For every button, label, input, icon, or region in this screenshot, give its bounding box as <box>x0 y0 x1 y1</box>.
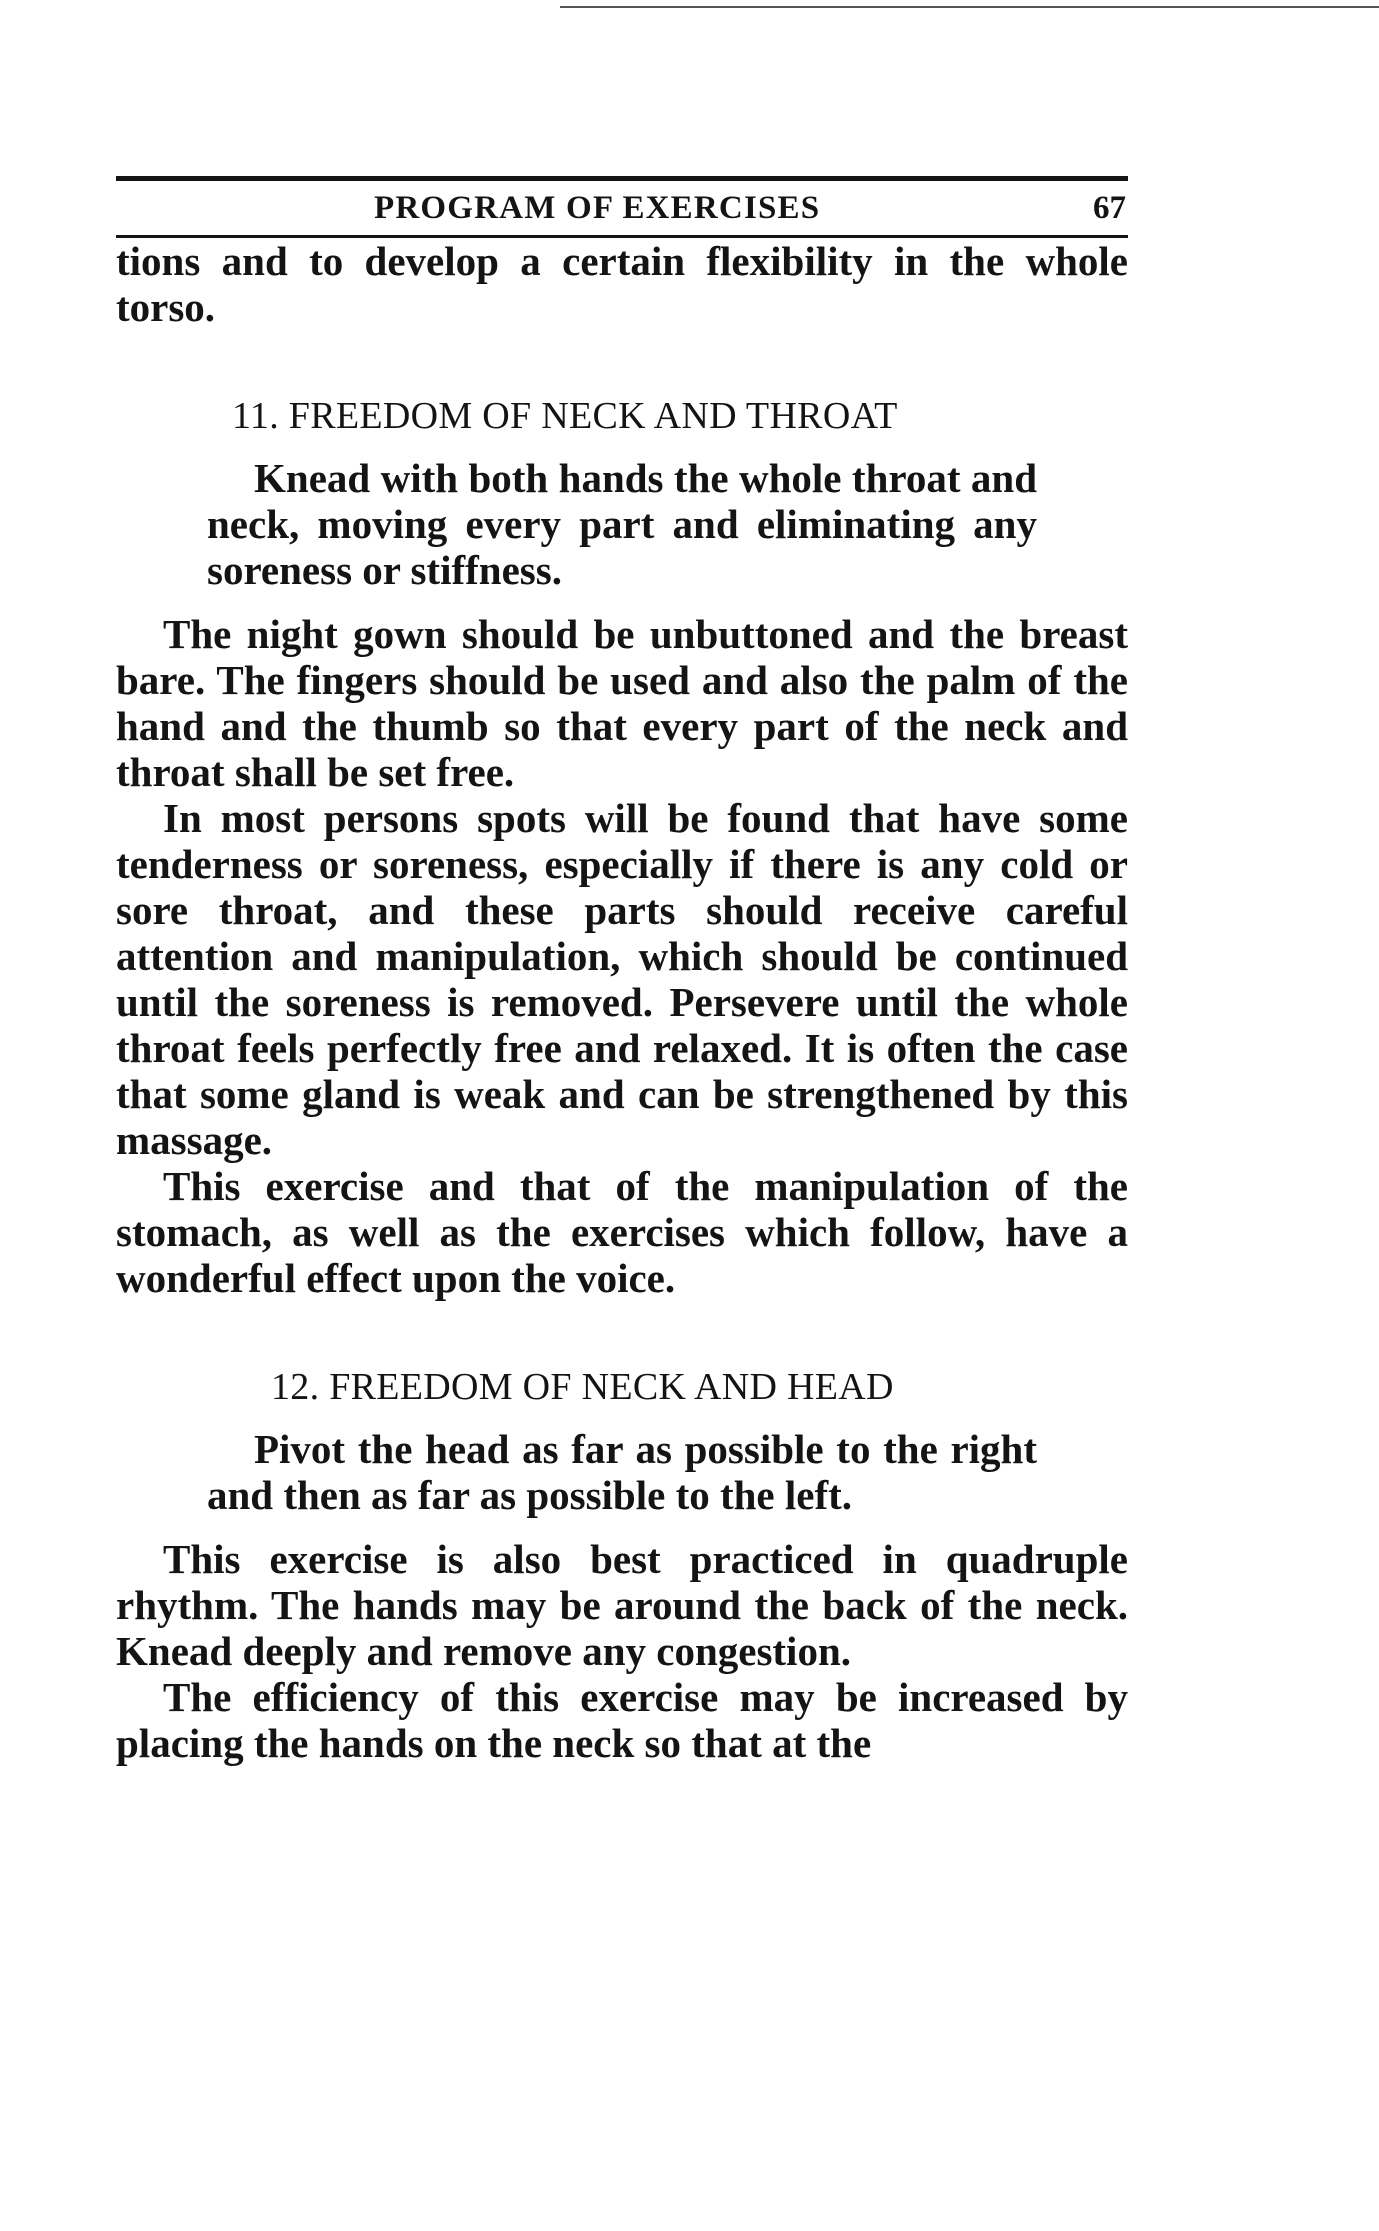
section-11-heading: 11. FREEDOM OF NECK AND THROAT <box>232 395 898 437</box>
running-head: PROGRAM OF EXERCISES <box>374 190 821 226</box>
section-11-instruction: Knead with both hands the whole throat and neck, moving every part and eliminating any soreness or stiffness. <box>207 455 1037 593</box>
top-edge-rule <box>560 6 1379 8</box>
section-12-heading: 12. FREEDOM OF NECK AND HEAD <box>271 1366 894 1408</box>
section-12-paragraph-2: The efficiency of this exercise may be increased by placing the hands on the neck so that at the <box>116 1674 1128 1766</box>
section-11-paragraph-3: This exercise and that of the manipulation of the stomach, as well as the exercises which follow, have a wonderful effect upon the voice. <box>116 1163 1128 1301</box>
page-body <box>116 238 1128 1766</box>
continuation-paragraph: tions and to develop a certain flexibility in the whole torso. <box>116 238 1128 330</box>
page-header <box>116 176 1128 238</box>
section-11-paragraph-2: In most persons spots will be found that have some tenderness or soreness, especially if there is any cold or sore throat, and these parts should receive careful attention and manipulation, which should be continued until the soreness is removed. Persevere until the whole throat feels perfectly free and relaxed. It is often the case that some gland is weak and can be strengthened by this massage. <box>116 795 1128 1163</box>
section-11-paragraph-1: The night gown should be unbuttoned and the breast bare. The fingers should be used and also the palm of the hand and the thumb so that every part of the neck and throat shall be set free. <box>116 611 1128 795</box>
section-12-instruction: Pivot the head as far as possible to the right and then as far as possible to the left. <box>207 1426 1037 1518</box>
section-12-paragraph-1: This exercise is also best practiced in quadruple rhythm. The hands may be around the back of the neck. Knead deeply and remove any congestion. <box>116 1536 1128 1674</box>
page-number: 67 <box>1093 190 1126 226</box>
